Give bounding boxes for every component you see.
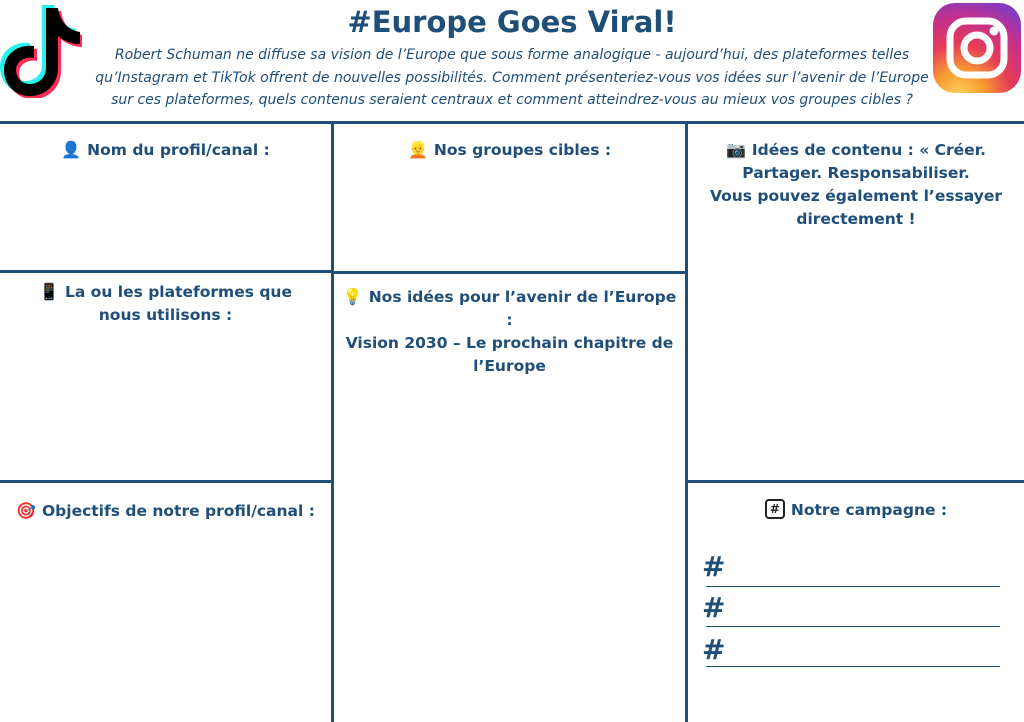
row-divider-left-1: [0, 270, 333, 273]
person-blond-icon: 👱: [407, 140, 428, 159]
hashtag-input-line[interactable]: [706, 626, 1000, 627]
hashtag-symbol: #: [702, 591, 726, 624]
campaign-heading: [688, 499, 1024, 522]
content-ideas-line: Vous pouvez également l’essayer: [709, 187, 1003, 205]
lightbulb-icon: 💡: [342, 287, 363, 306]
camera-icon: 📷: [725, 140, 746, 159]
intro-text: [84, 44, 940, 112]
page-title: #Europe Goes Viral!: [347, 5, 677, 39]
future-ideas-heading: [334, 285, 685, 378]
intro-line: sur ces plateformes, quels contenus seraient centraux et comment atteindrez-vous au mieux vos groupes cibles ?: [111, 92, 913, 108]
target-groups-heading: [334, 138, 685, 162]
hashtag-input-line[interactable]: [706, 666, 1000, 667]
hash-keycap-icon: #: [765, 499, 785, 519]
header-divider: [0, 121, 1024, 124]
content-ideas-heading: [688, 138, 1024, 231]
person-icon: 👤: [61, 140, 82, 159]
platforms-heading: [0, 280, 331, 327]
platforms-line: nous utilisons :: [98, 306, 233, 324]
content-ideas-line: Partager. Responsabiliser.: [742, 164, 970, 182]
target-icon: 🎯: [16, 501, 36, 520]
future-ideas-line: Vision 2030 – Le prochain chapitre de: [345, 334, 674, 352]
campaign-label: Notre campagne :: [790, 501, 948, 519]
target-groups-label: Nos groupes cibles :: [433, 141, 612, 159]
row-divider-right-1: [687, 480, 1024, 483]
row-divider-middle-1: [333, 271, 688, 274]
profile-name-label: Nom du profil/canal :: [87, 141, 270, 159]
hashtag-symbol: #: [702, 633, 726, 666]
platforms-line: La ou les plateformes que: [64, 283, 292, 301]
phone-icon: 📱: [39, 282, 59, 301]
future-ideas-line: l’Europe: [473, 357, 546, 375]
profile-name-heading: [0, 138, 331, 162]
content-ideas-line: directement !: [796, 210, 916, 228]
future-ideas-line: Nos idées pour l’avenir de l’Europe: [368, 288, 677, 306]
hashtag-input-line[interactable]: [706, 586, 1000, 587]
hashtag-symbol: #: [702, 550, 726, 583]
future-ideas-line: :: [506, 311, 513, 329]
objectives-label: Objectifs de notre profil/canal :: [41, 502, 315, 520]
content-ideas-line: Idées de contenu : « Créer.: [751, 141, 987, 159]
column-divider-1: [331, 121, 334, 722]
intro-line: qu’Instagram et TikTok offrent de nouvelles possibilités. Comment présenteriez-vous vos idées sur l’avenir de l’Europe: [95, 69, 929, 86]
intro-line: Robert Schuman ne diffuse sa vision de l’Europe que sous forme analogique - aujourd’hui, des plateformes telles: [114, 47, 910, 63]
objectives-heading: [0, 499, 331, 523]
row-divider-left-2: [0, 480, 333, 483]
